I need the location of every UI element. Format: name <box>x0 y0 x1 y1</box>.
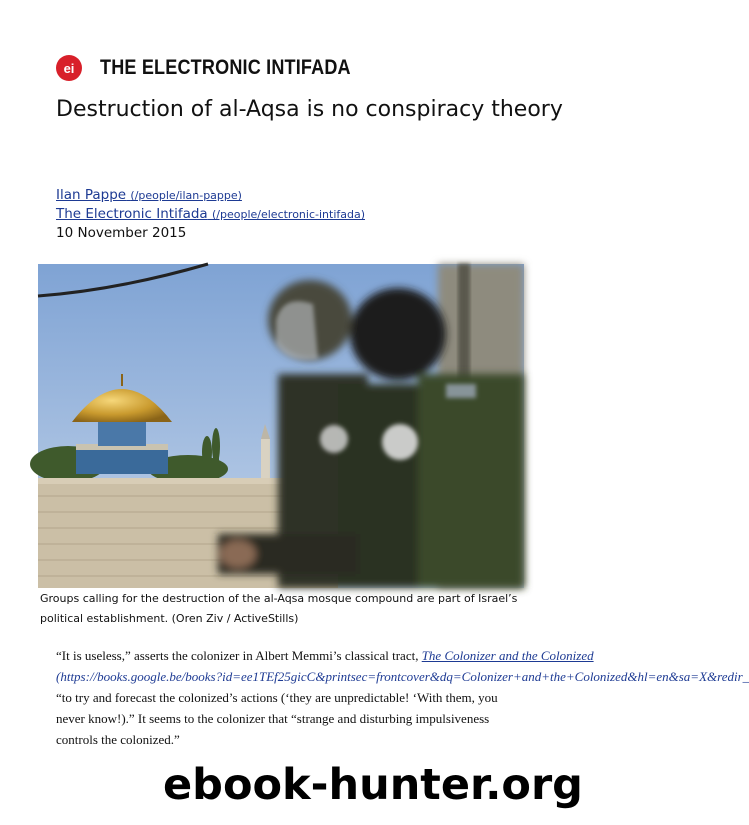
paragraph-1-end: “to try and forecast the colonized’s actions (‘they are unpredictable! ‘With them, you never know!).” It seems to the colonizer that “strange and disturbing impulsiveness controls the colonized.” <box>56 690 498 747</box>
article-date: 10 November 2015 <box>56 225 187 241</box>
author-name: Ilan Pappe <box>56 187 127 203</box>
publisher-link[interactable] <box>56 206 365 222</box>
book-title: The Colonizer and the Colonized <box>421 648 594 663</box>
book-url: (https://books.google.be/books?id=ee1TEf25gicC&printsec=frontcover&dq=Colonizer+and+the+Colonized&hl=en&sa=X&redir_ <box>56 669 749 684</box>
article-body <box>56 645 749 750</box>
byline <box>56 186 365 243</box>
photo-caption: Groups calling for the destruction of the al-Aqsa mosque compound are part of Israel’s political establishment. (Oren Ziv / ActiveStills) <box>40 592 518 625</box>
logo-text: ei <box>63 60 75 76</box>
site-name[interactable]: THE ELECTRONIC INTIFADA <box>100 56 351 79</box>
paragraph-1-start: “It is useless,” asserts the colonizer in Albert Memmi’s classical tract, <box>56 648 419 663</box>
paragraph-1 <box>56 645 749 750</box>
article-title: Destruction of al-Aqsa is no conspiracy theory <box>56 97 563 122</box>
site-logo[interactable] <box>56 55 82 81</box>
author-path: (/people/ilan-pappe) <box>130 189 242 202</box>
author-link[interactable] <box>56 187 242 203</box>
photo-illustration <box>38 264 524 588</box>
publisher-name: The Electronic Intifada <box>56 206 208 222</box>
publisher-path: (/people/electronic-intifada) <box>211 208 366 221</box>
watermark: ebook-hunter.org <box>163 760 583 810</box>
article-photo <box>38 264 524 588</box>
site-header <box>56 55 392 81</box>
